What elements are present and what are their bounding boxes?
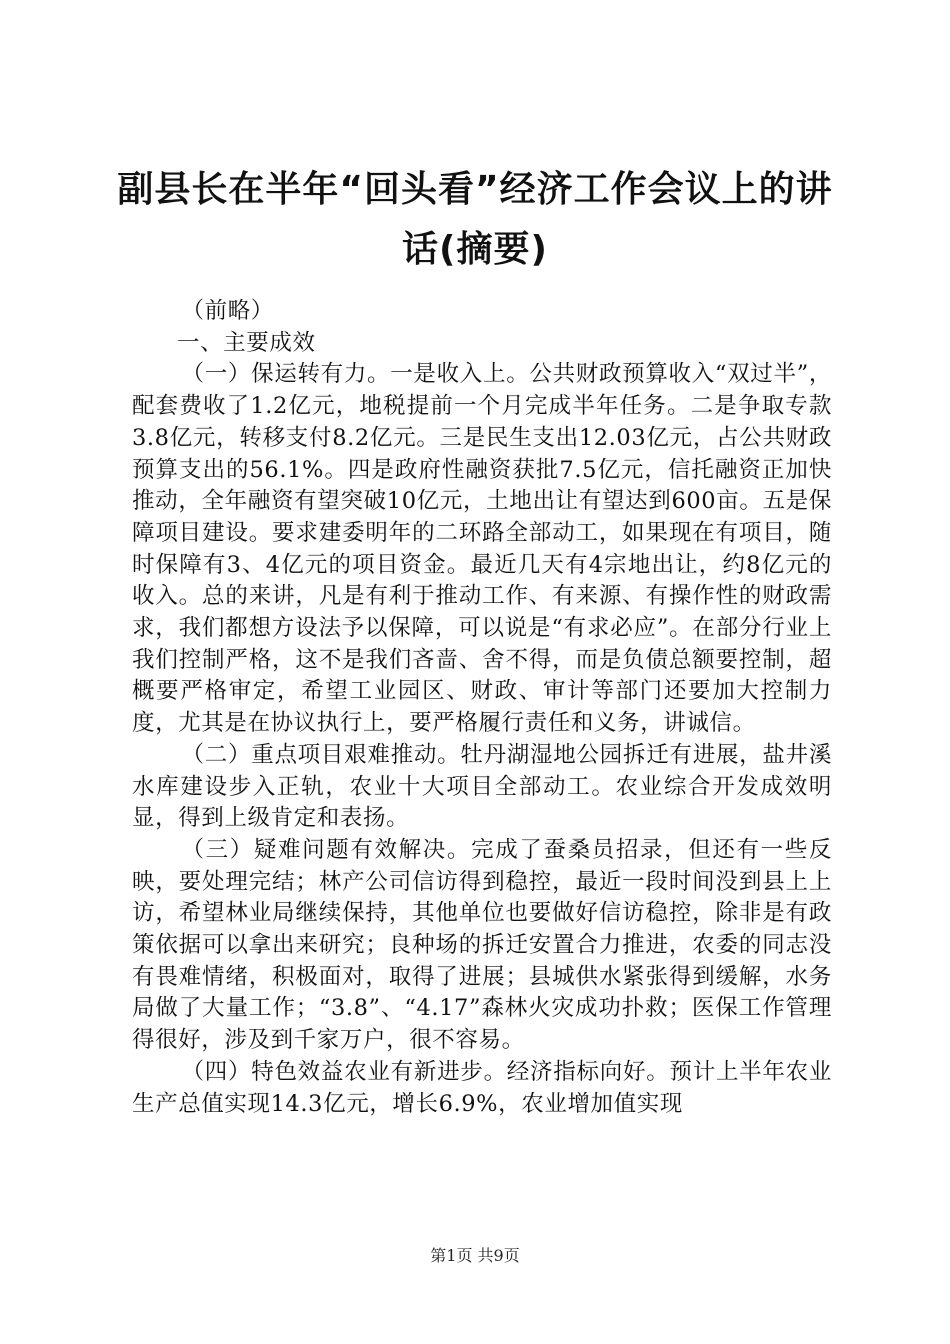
document-title: 副县长在半年“回头看”经济工作会议上的讲话(摘要) xyxy=(117,169,833,270)
paragraph: （三）疑难问题有效解决。完成了蚕桑员招录，但还有一些反映，要处理完结；林产公司信访得到稳控，最近一段时间没到县上上访，希望林业局继续保持，其他单位也要做好信访稳控，除非是有政策依据可以拿出来研究；良种场的拆迁安置合力推进，农委的同志没有畏难情绪，积极面对，取得了进展；县城供水紧张得到缓解，水务局做了大量工作；“3.8”、“4.17”森林火灾成功扑救；医保工作管理得很好，涉及到千家万户，很不容易。 xyxy=(132,836,832,1054)
paragraph: （二）重点项目艰难推动。牡丹湖湿地公园拆迁有进展，盐井溪水库建设步入正轨，农业十大项目全部动工。农业综合开发成效明显，得到上级肯定和表扬。 xyxy=(132,741,832,832)
section-heading: 一、主要成效 xyxy=(177,329,316,356)
paragraph: （四）特色效益农业有新进步。经济指标向好。预计上半年农业生产总值实现14.3亿元，增长6.9%，农业增加值实现 xyxy=(132,1058,832,1117)
document-body xyxy=(132,296,832,1120)
paragraph: （一）保运转有力。一是收入上。公共财政预算收入“双过半”，配套费收了1.2亿元，地税提前一个月完成半年任务。二是争取专款3.8亿元，转移支付8.2亿元。三是民生支出12.03亿元，占公共财政预算支出的56.1%。四是政府性融资获批7.5亿元，信托融资正加快推动，全年融资有望突破10亿元，土地出让有望达到600亩。五是保障项目建设。要求建委明年的二环路全部动工，如果现在有项目，随时保障有3、4亿元的项目资金。最近几天有4宗地出让，约8亿元的收入。总的来讲，凡是有利于推动工作、有来源、有操作性的财政需求，我们都想方设法予以保障，可以说是“有求必应”。在部分行业上我们控制严格，这不是我们吝啬、舍不得，而是负债总额要控制，超概要严格审定，希望工业园区、财政、审计等部门还要加大控制力度，尤其是在协议执行上，要严格履行责任和义务，讲诚信。 xyxy=(132,361,832,737)
page-number-footer: 第1页 共9页 xyxy=(430,1246,520,1265)
paragraph-preface: （前略） xyxy=(181,298,274,324)
